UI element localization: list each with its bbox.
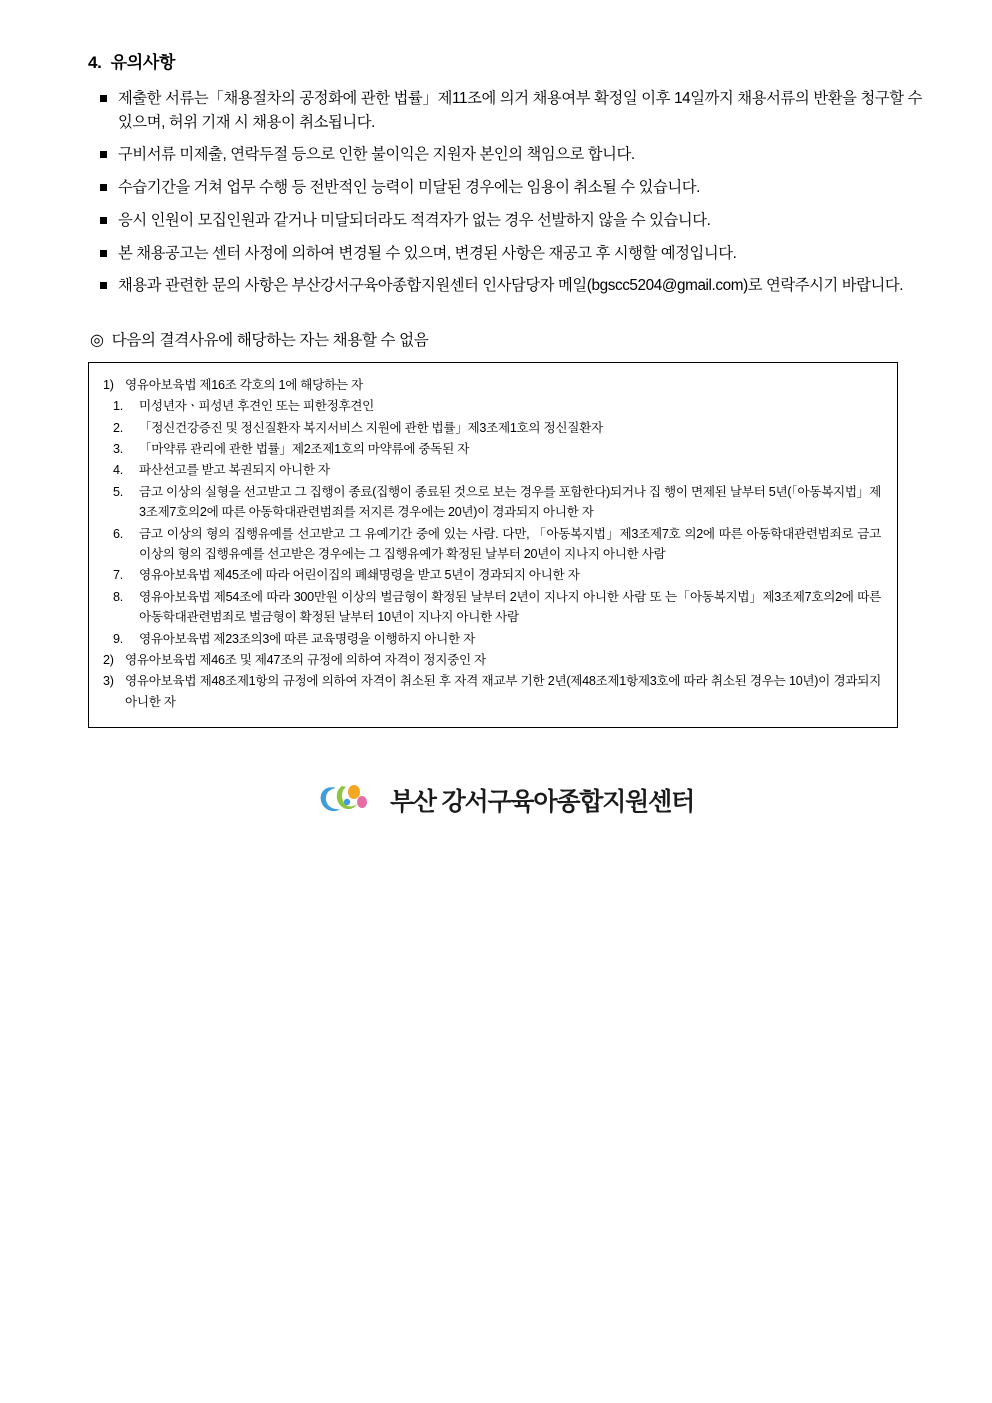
list-marker: 2) [103,653,114,667]
center-logo-icon [316,780,378,820]
list-item-text: 파산선고를 받고 복권되지 아니한 자 [139,463,330,478]
footer-logo [88,780,922,820]
list-item-text: 영유아보육법 제16조 각호의 1에 해당하는 자 [125,377,363,392]
list-item [103,375,881,395]
list-item [103,629,881,649]
list-item-text: 영유아보육법 제45조에 따라 어린이집의 폐쇄명령을 받고 5년이 경과되지 아니한 자 [139,568,580,583]
list-item-text: 채용과 관련한 문의 사항은 부산강서구육아종합지원센터 인사담당자 메일(bgscc5204@gmail.com)로 연락주시기 바랍니다. [118,277,904,295]
list-item-text: 영유아보육법 제48조제1항의 규정에 의하여 자격이 취소된 후 자격 재교부 기한 2년(제48조제1항제3호에 따라 취소된 경우는 10년)이 경과되지 아니한 자 [125,674,881,709]
list-item-text: 구비서류 미제출, 연락두절 등으로 인한 불이익은 지원자 본인의 책임으로 합니다. [118,146,635,164]
list-item [103,565,881,585]
square-bullet-icon [100,217,107,224]
list-marker: 3. [113,442,123,457]
section-title: 유의사항 [110,53,176,72]
list-item [103,482,881,523]
list-item [103,671,881,712]
list-marker: 3) [103,674,114,689]
list-item-text: 「정신건강증진 및 정신질환자 복지서비스 지원에 관한 법률」제3조제1호의 정신질환자 [139,420,603,435]
list-item-text: 영유아보육법 제46조 및 제47조의 규정에 의하여 자격이 정지중인 자 [125,653,486,667]
list-item-text: 영유아보육법 제54조에 따라 300만원 이상의 벌금형이 확정된 날부터 2년이 지나지 아니한 사람 또 는「아동복지법」제3조제7호의2에 따른 아동학대관련범죄로 벌금형이 확정된 날부터 10년이 지나지 아니한 사람 [139,589,881,625]
list-item [103,460,881,480]
disqualification-heading-text: 다음의 결격사유에 해당하는 자는 채용할 수 없음 [111,331,429,349]
list-marker: 6. [113,526,123,541]
list-marker: 1. [113,399,123,414]
list-item-text: 본 채용공고는 센터 사정에 의하여 변경될 수 있으며, 변경된 사항은 재공고 후 시행할 예정입니다. [118,244,737,262]
list-item [103,587,881,628]
square-bullet-icon [100,151,107,158]
list-item-text: 「마약류 관리에 관한 법률」제2조제1호의 마약류에 중독된 자 [139,442,470,457]
list-item [92,176,922,200]
list-item [92,143,922,167]
list-marker: 5. [113,484,123,499]
list-item-text: 미성년자ㆍ피성년 후견인 또는 피한정후견인 [139,399,375,414]
square-bullet-icon [100,184,107,191]
square-bullet-icon [100,282,107,289]
square-bullet-icon [100,250,107,257]
list-item [103,418,881,438]
list-marker: 7. [113,568,123,583]
circle-bullet-icon: ◎ [90,331,104,349]
list-marker: 9. [113,631,123,646]
list-item-text: 응시 인원이 모집인원과 같거나 미달되더라도 적격자가 없는 경우 선발하지 않을 수 있습니다. [118,211,711,229]
list-item-text: 수습기간을 거쳐 업무 수행 등 전반적인 능력이 미달된 경우에는 임용이 취소될 수 있습니다. [118,179,700,197]
list-item-text: 금고 이상의 실형을 선고받고 그 집행이 종료(집행이 종료된 것으로 보는 경우를 포함한다)되거나 집 행이 면제된 날부터 5년(「아동복지법」제3조제7호의2에 따른 아동학대관련범죄를 저지른 경우에는 20년)이 경과되지 아니한 자 [139,484,881,520]
section-number: 4. [88,53,102,72]
list-item [103,524,881,565]
square-bullet-icon [100,95,107,102]
list-item-text: 영유아보육법 제23조의3에 따른 교육명령을 이행하지 아니한 자 [139,631,475,646]
notice-list [92,87,922,298]
disqualification-list [103,375,881,712]
list-item [103,396,881,416]
footer-logo-text: 부산 강서구육아종합지원센터 [389,788,695,817]
disqualification-box [88,362,898,728]
list-item [103,650,881,670]
list-item [92,209,922,233]
list-marker: 2. [113,420,123,435]
list-item [92,87,922,134]
list-item [103,439,881,459]
disqualification-heading [90,328,922,350]
list-item-text: 제출한 서류는「채용절차의 공정화에 관한 법률」제11조에 의거 채용여부 확정일 이후 14일까지 채용서류의 반환을 청구할 수 있으며, 허위 기재 시 채용이 취소됩니다. [118,90,922,131]
page-title [88,48,922,73]
list-marker: 8. [113,589,123,604]
list-marker: 1) [103,377,114,392]
list-item-text: 금고 이상의 형의 집행유예를 선고받고 그 유예기간 중에 있는 사람. 다만, 「아동복지법」제3조제7호 의2에 따른 아동학대관련범죄로 금고 이상의 형의 집행유예를 선고받은 경우에는 그 집행유예가 확정된 날부터 20년이 지나지 아니한 사람 [139,526,881,562]
list-marker: 4. [113,463,123,478]
list-item [92,274,922,298]
list-item [92,242,922,266]
